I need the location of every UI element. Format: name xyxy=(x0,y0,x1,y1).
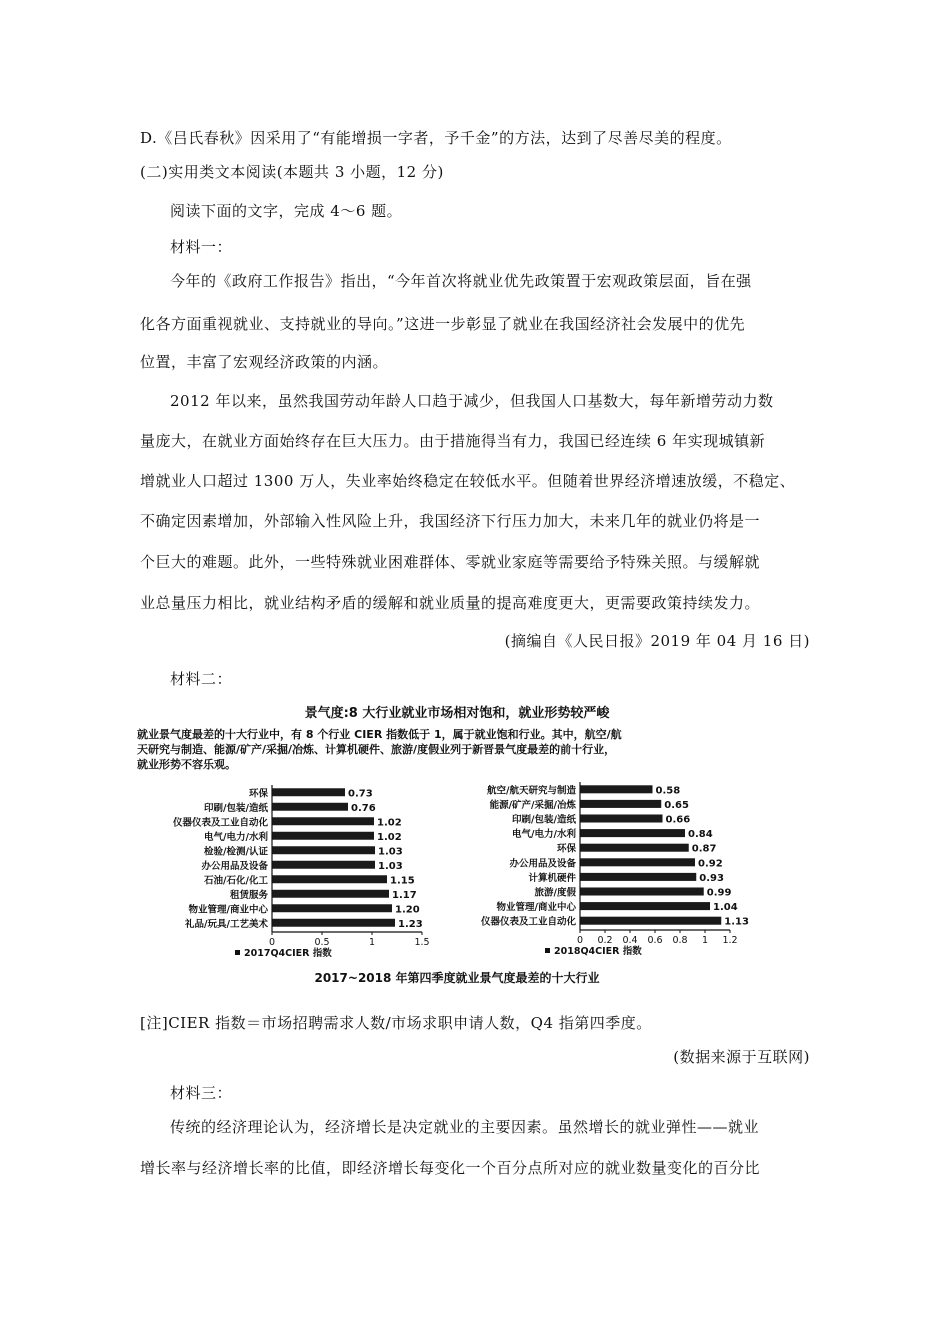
x-tick-label: 0.2 xyxy=(597,935,613,946)
category-label: 印刷/包装/造纸 xyxy=(512,814,576,826)
bar xyxy=(272,890,389,898)
bar xyxy=(580,785,653,793)
value-label: 0.76 xyxy=(351,802,376,814)
x-tick-label: 0.6 xyxy=(647,935,663,946)
m1-p1-line: 化各方面重视就业、支持就业的导向。”这进一步彰显了就业在我国经济社会发展中的优先 xyxy=(140,315,746,333)
bar xyxy=(580,873,696,881)
bar xyxy=(580,902,710,910)
category-label: 办公用品及设备 xyxy=(201,860,268,872)
bar xyxy=(580,858,695,866)
category-label: 仪器仪表及工业自动化 xyxy=(480,916,576,928)
x-tick-label: 0 xyxy=(576,935,584,946)
x-tick-label: 0.4 xyxy=(622,935,638,946)
category-label: 电气/电力/水利 xyxy=(204,831,268,843)
x-tick-label: 0.5 xyxy=(314,937,330,948)
bar xyxy=(272,875,387,883)
value-label: 0.58 xyxy=(655,785,681,797)
x-tick-label: 1.5 xyxy=(414,937,430,948)
x-tick-label: 1 xyxy=(701,935,709,946)
value-label: 1.03 xyxy=(378,860,403,872)
value-label: 0.99 xyxy=(706,887,732,899)
m3-p1-line: 传统的经济理论认为，经济增长是决定就业的主要因素。虽然增长的就业弹性——就业 xyxy=(170,1118,760,1136)
bar xyxy=(580,887,704,895)
category-label: 物业管理/商业中心 xyxy=(188,904,268,916)
value-label: 1.20 xyxy=(395,904,420,916)
chart-left-plot xyxy=(173,785,430,959)
m1-p2-line: 业总量压力相比，就业结构矛盾的缓解和就业质量的提高难度更大，更需要政策持续发力。 xyxy=(140,594,761,612)
category-label: 检验/检测/认证 xyxy=(204,846,268,858)
m1-p2-line: 个巨大的难题。此外，一些特殊就业困难群体、零就业家庭等需要给予特殊关照。与缓解就 xyxy=(140,553,761,571)
category-label: 仪器仪表及工业自动化 xyxy=(172,817,268,829)
category-label: 租赁服务 xyxy=(229,889,268,901)
m1-p1-line: 今年的《政府工作报告》指出，“今年首次将就业优先政策置于宏观政策层面，旨在强 xyxy=(170,272,752,290)
m1-p2-line: 量庞大，在就业方面始终存在巨大压力。由于措施得当有力，我国已经连续 6 年实现城镇新 xyxy=(140,432,766,450)
chart-caption: 2017~2018 年第四季度就业景气度最差的十大行业 xyxy=(314,971,600,985)
category-label: 物业管理/商业中心 xyxy=(496,902,576,914)
chart-right-plot xyxy=(481,782,749,957)
value-label: 1.02 xyxy=(377,831,402,843)
value-label: 1.23 xyxy=(398,918,423,930)
value-label: 0.66 xyxy=(665,814,691,826)
bar xyxy=(272,861,375,869)
chart-title: 景气度:8 大行业就业市场相对饱和，就业形势较严峻 xyxy=(304,706,610,721)
bar xyxy=(580,800,661,808)
m1-source: (摘编自《人民日报》2019 年 04 月 16 日) xyxy=(504,632,810,650)
material-1-label: 材料一： xyxy=(170,238,233,256)
cier-chart-figure xyxy=(135,700,780,990)
value-label: 0.84 xyxy=(688,829,713,841)
bar xyxy=(580,844,689,852)
value-label: 1.03 xyxy=(378,846,403,858)
category-label: 航空/航天研究与制造 xyxy=(487,785,576,797)
bar xyxy=(580,814,663,822)
bar xyxy=(272,919,395,927)
category-label: 印刷/包装/造纸 xyxy=(204,802,268,814)
value-label: 1.13 xyxy=(724,916,749,928)
legend-swatch xyxy=(545,948,550,953)
category-label: 旅游/度假 xyxy=(534,887,576,899)
value-label: 1.15 xyxy=(390,875,415,887)
bar xyxy=(272,803,348,811)
value-label: 0.92 xyxy=(698,858,723,870)
m1-p2-line: 2012 年以来，虽然我国劳动年龄人口趋于减少，但我国人口基数大，每年新增劳动力数 xyxy=(170,392,774,410)
bar xyxy=(272,846,375,854)
m3-p1-line: 增长率与经济增长率的比值，即经济增长每变化一个百分点所对应的就业数量变化的百分比 xyxy=(140,1159,761,1177)
chart-subtitle-line: 就业景气度最差的十大行业中，有 8 个行业 CIER 指数低于 1，属于就业饱和行业。其中，航空/航 xyxy=(137,728,622,741)
bar xyxy=(580,829,685,837)
value-label: 1.04 xyxy=(713,902,738,914)
x-tick-label: 0 xyxy=(268,937,276,948)
value-label: 1.02 xyxy=(377,817,402,829)
chart-subtitle-line: 天研究与制造、能源/矿产/采掘/冶炼、计算机硬件、旅游/度假业列于新晋景气度最差的前十行业， xyxy=(137,743,616,756)
category-label: 环保 xyxy=(556,843,576,855)
bar xyxy=(272,904,392,912)
chart-subtitle-line: 就业形势不容乐观。 xyxy=(137,758,236,771)
x-tick-label: 1.2 xyxy=(722,935,738,946)
x-tick-label: 1 xyxy=(368,937,376,948)
x-tick-label: 0.8 xyxy=(672,935,688,946)
bar xyxy=(580,917,721,925)
bar xyxy=(272,832,374,840)
category-label: 礼品/玩具/工艺美术 xyxy=(185,918,268,930)
bar xyxy=(272,788,345,796)
category-label: 能源/矿产/采掘/冶炼 xyxy=(489,799,576,811)
m1-p2-line: 不确定因素增加，外部输入性风险上升，我国经济下行压力加大，未来几年的就业仍将是一 xyxy=(140,512,761,530)
category-label: 办公用品及设备 xyxy=(509,858,576,870)
section-heading: (二)实用类文本阅读(本题共 3 小题，12 分) xyxy=(140,163,444,181)
category-label: 环保 xyxy=(248,788,268,800)
bar xyxy=(272,817,374,825)
category-label: 电气/电力/水利 xyxy=(512,829,576,841)
legend-label: 2017Q4CIER 指数 xyxy=(244,948,332,959)
cier-chart-svg xyxy=(135,700,780,990)
value-label: 0.65 xyxy=(664,799,689,811)
m1-p1-line: 位置，丰富了宏观经济政策的内涵。 xyxy=(140,353,389,371)
category-label: 计算机硬件 xyxy=(528,872,576,884)
m1-p2-line: 增就业人口超过 1300 万人，失业率始终稳定在较低水平。但随着世界经济增速放缓，不稳定、 xyxy=(140,472,796,490)
value-label: 0.93 xyxy=(699,872,724,884)
option-d: D.《吕氏春秋》因采用了“有能增损一字者，予千金”的方法，达到了尽善尽美的程度。 xyxy=(140,129,732,147)
material-3-label: 材料三： xyxy=(170,1084,233,1102)
value-label: 0.87 xyxy=(691,843,717,855)
value-label: 0.73 xyxy=(348,788,373,800)
category-label: 石油/石化/化工 xyxy=(204,875,268,887)
legend-swatch xyxy=(235,950,240,955)
instruction: 阅读下面的文字，完成 4～6 题。 xyxy=(170,202,403,220)
material-2-label: 材料二： xyxy=(170,670,233,688)
chart-note: [注]CIER 指数＝市场招聘需求人数/市场求职申请人数，Q4 指第四季度。 xyxy=(140,1014,652,1032)
legend-label: 2018Q4CIER 指数 xyxy=(554,946,642,957)
m2-source: (数据来源于互联网) xyxy=(673,1048,810,1066)
value-label: 1.17 xyxy=(392,889,417,901)
